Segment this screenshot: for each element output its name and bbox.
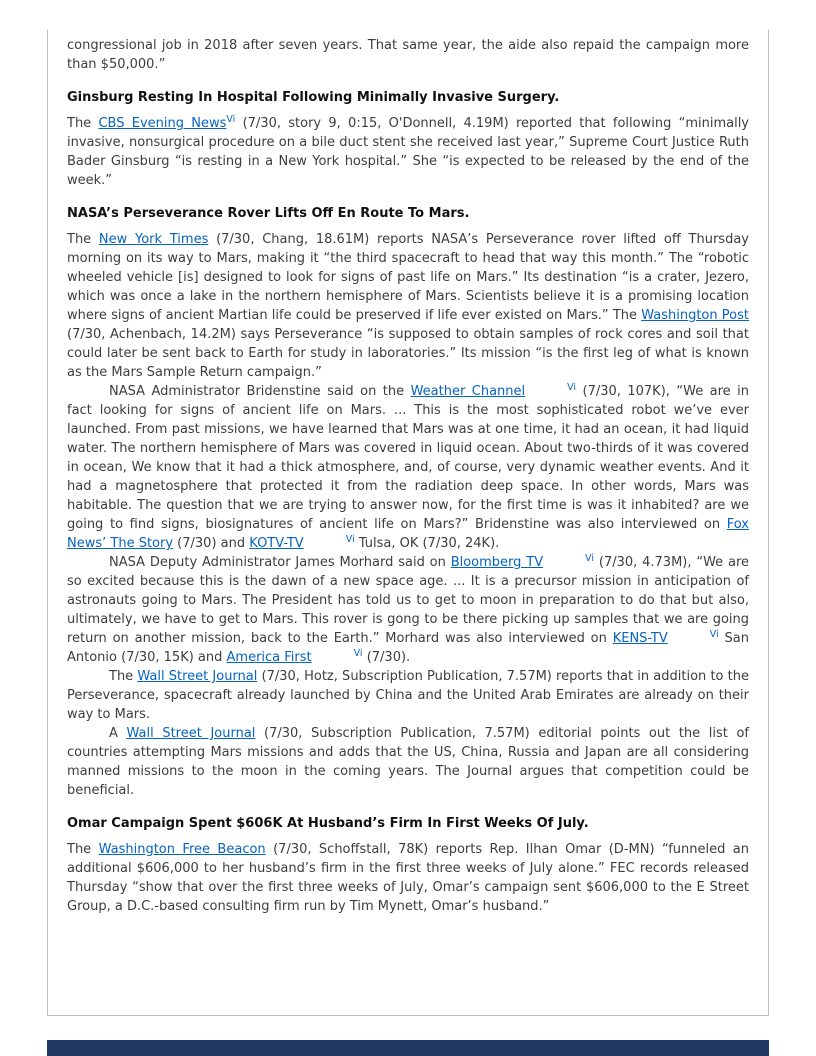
source-link[interactable]: Fox News’ The Story [67,517,749,551]
source-link[interactable]: Washington Free Beacon [98,842,266,857]
text-run: NASA Administrator Bridenstine said on the [109,384,411,399]
text-run: (7/30, Subscription Publication, 7.57M) editorial points out the list of countries attempting Mars missions and adds that the US, China, Russia and Japan are all considering manned missions to the moon in the coming years. The Journal argues that competition could be beneficial. [67,726,750,798]
source-link[interactable]: Bloomberg TV $^{Vi}$ [450,552,595,570]
source-link[interactable]: Weather Channel $^{Vi}$ [410,381,577,399]
paragraph [67,840,749,916]
text-run: congressional job in 2018 after seven years. That same year, the aide also repaid the campaign more than $50,000.” [67,38,749,72]
source-link[interactable]: New York Times [98,232,209,247]
text-run: Tulsa, OK (7/30, 24K). [354,536,500,551]
text-run: (7/30) and [173,536,250,551]
section-heading: Ginsburg Resting In Hospital Following Minimally Invasive Surgery. [67,90,560,105]
source-link[interactable]: CBS Evening News$^{Vi}$ [98,113,236,131]
text-run: A [109,726,127,741]
text-run: (7/30, Schoffstall, 78K) reports Rep. Ilhan Omar (D-MN) “funneled an additional $606,000 to her husband’s firm in the first three weeks of July alone.” FEC records released Thursday “show that over the first three weeks of July, Omar’s campaign sent $606,000 to the E Street Group, a D.C.-based consulting firm run by Tim Mynett, Omar’s husband.” [67,842,750,914]
source-link[interactable]: KENS-TV $^{Vi}$ [612,628,719,646]
text-run: The [67,116,99,131]
section-heading: NASA’s Perseverance Rover Lifts Off En Route To Mars. [67,206,470,221]
document-body [67,36,749,916]
text-run: The [109,669,138,684]
text-run: San Antonio (7/30, 15K) and [67,631,749,665]
paragraph [67,36,749,74]
paragraph [67,667,749,724]
paragraph [67,724,749,800]
paragraph [67,114,749,190]
text-run: (7/30, story 9, 0:15, O'Donnell, 4.19M) reported that following “minimally invasive, nonsurgical procedure on a bile duct stent she received last year,” Supreme Court Justice Ruth Bader Ginsburg “is resting in a New York hospital.” She “is expected to be released by the end of the week.” [67,116,750,188]
text-run: (7/30). [362,650,411,665]
source-link[interactable]: Wall Street Journal [137,669,258,684]
text-run: NASA Deputy Administrator James Morhard said on [109,555,451,570]
text-run: (7/30, Hotz, Subscription Publication, 7.57M) reports that in addition to the Perseverance, spacecraft already launched by China and the United Arab Emirates are already on their way to Mars. [67,669,749,722]
source-link[interactable]: Washington Post [641,308,749,323]
paragraph [67,230,749,382]
text-run: (7/30, 107K), “We are in fact looking for signs of ancient life on Mars. ... This is the most sophisticated robot we’ve ever launched. From past missions, we have learned that Mars was at one time, it had an ocean, it had liquid water. The northern hemisphere of Mars was covered in liquid ocean. About two-thirds of it was covered in ocean, We know that it had a thick atmosphere, and, of course, very dynamic weather events. And it had a magnetosphere that protected it from the radiation deep space. In other words, Mars was habitable. The question that we are trying to answer now, for the first time is was it inhabited? are we going to find signs, biosignatures of ancient life on Mars?” Bridenstine was also interviewed on [67,384,749,532]
text-run: The [67,842,99,857]
text-run: (7/30, 4.73M), “We are so excited because this is the dawn of a new space age. ... It is a precursor mission in anticipation of astronauts going to Mars. The President has told us to get to moon in preparation to do that but also, ultimately, we have to get to Mars. This rover is gong to be there picking up samples that we are going return on another mission, back to the Earth.” Morhard was also interviewed on [67,555,750,646]
paragraph [67,382,749,553]
document-frame [47,30,769,1016]
source-link[interactable]: America First $^{Vi}$ [226,647,363,665]
paragraph [67,553,749,667]
section-heading: Omar Campaign Spent $606K At Husband’s Firm In First Weeks Of July. [67,816,589,831]
text-run: The [67,232,99,247]
text-run: (7/30, Achenbach, 14.2M) says Perseverance “is supposed to obtain samples of rock cores and soil that could later be sent back to Earth for study in laboratories.” Its mission “is the first leg of what is known as the Mars Sample Return campaign.” [67,327,749,380]
source-link[interactable]: Wall Street Journal [126,726,256,741]
source-link[interactable]: KOTV-TV $^{Vi}$ [249,533,355,551]
footer-bar [47,1040,769,1056]
text-run: (7/30, Chang, 18.61M) reports NASA’s Perseverance rover lifted off Thursday morning on its way to Mars, making it “the third spacecraft to head that way this month.” The “robotic wheeled vehicle [is] designed to look for signs of past life on Mars.” Its destination “is a crater, Jezero, which was once a lake in the northern hemisphere of Mars. Scientists believe it is a promising location where signs of ancient Martian life could be preserved if life ever existed on Mars.” The [67,232,749,323]
